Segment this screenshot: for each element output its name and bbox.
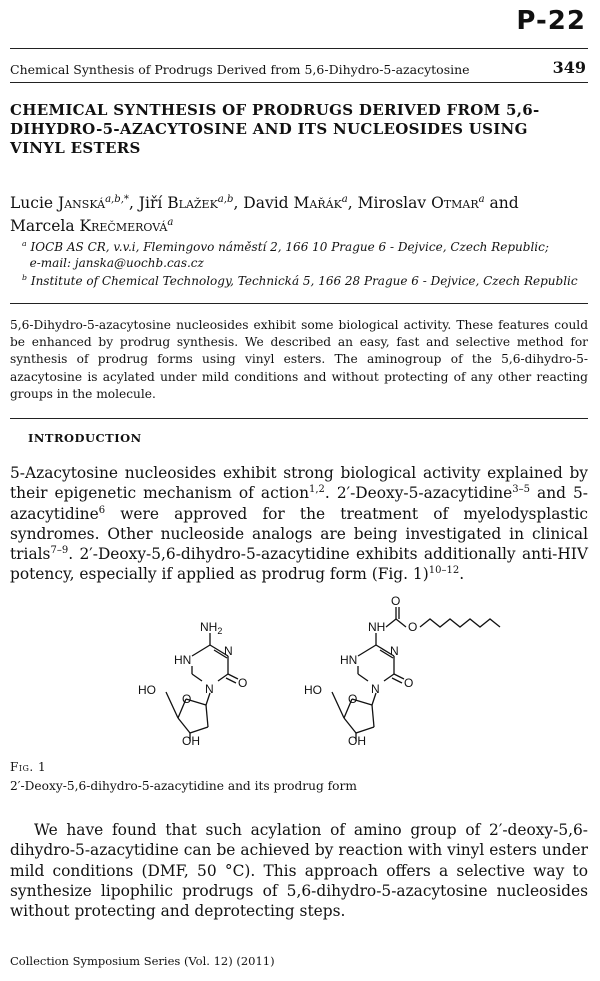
n1-label-2: N bbox=[371, 682, 380, 696]
ester-o-label: O bbox=[408, 620, 418, 634]
carbonyl-o-label: O bbox=[238, 676, 248, 690]
n1-label: N bbox=[205, 682, 214, 696]
author-4: Miroslav Otmar$^a$ bbox=[357, 193, 485, 212]
ring-n-label: N bbox=[224, 644, 233, 658]
nh-label: NH bbox=[368, 620, 386, 634]
carbonyl-o-label-2: O bbox=[404, 676, 414, 690]
page-number: 349 bbox=[552, 58, 586, 77]
author-list: Lucie Janská$^{a,b,*}$, Jiří Blažek$^{a,b}$, David Mařák$^a$, Miroslav Otmar$^a$ and Marcela Krečmerová$^a$ bbox=[10, 193, 519, 235]
molecule-1-labels bbox=[138, 620, 247, 748]
figure-1-structures bbox=[120, 595, 520, 750]
paper-title: CHEMICAL SYNTHESIS OF PRODRUGS DERIVED FROM 5,6-DIHYDRO-5-AZACYTOSINE AND ITS NUCLEOSIDES USING VINYL ESTERS bbox=[10, 101, 540, 157]
figure-label: Fig. 1 bbox=[10, 760, 47, 774]
section-heading-introduction: INTRODUCTION bbox=[28, 431, 142, 445]
carbamate-o-label: O bbox=[391, 595, 401, 608]
ho-label-2: HO bbox=[304, 683, 322, 697]
author-3: David Mařák$^a$ bbox=[243, 193, 348, 212]
figure-caption: 2′-Deoxy-5,6-dihydro-5-azacytidine and its prodrug form bbox=[10, 779, 357, 793]
amino-label: $NH_2$ bbox=[200, 620, 223, 636]
oh-label: OH bbox=[182, 734, 200, 748]
paper-id: P-22 bbox=[516, 6, 586, 36]
affiliation-a: $^a$ IOCB AS CR, v.v.i, Flemingovo náměstí 2, 166 10 Prague 6 - Dejvice, Czech Republic; e-mail: janska@uochb.cas.cz bbox=[22, 239, 549, 270]
abstract: 5,6-Dihydro-5-azacytosine nucleosides exhibit some biological activity. These features could be enhanced by prodrug synthesis. We described an easy, fast and selective method for synthesis of prodrug forms using vinyl esters. The aminogroup of the 5,6-dihydro-5-azacytosine is acylated under mild conditions and without protecting of any other reacting groups in the molecule. bbox=[10, 318, 588, 401]
intro-paragraph: 5-Azacytosine nucleosides exhibit strong biological activity explained by their epigenetic mechanism of action$^{1,2}$. 2′-Deoxy-5-azacytidine$^{3-5}$ and 5-azacytidine$^6$ were approved for the treatment of myelodysplastic syndromes. Other nucleoside analogs are being investigated in clinical trials$^{7-9}$. 2′-Deoxy-5,6-dihydro-5-azacytidine exhibits additionally anti-HIV potency, especially if applied as prodrug form (Fig. 1)$^{10-12}$. bbox=[10, 464, 588, 584]
running-title: Chemical Synthesis of Prodrugs Derived from 5,6-Dihydro-5-azacytosine bbox=[10, 62, 470, 77]
author-5: Marcela Krečmerová$^a$ bbox=[10, 216, 174, 235]
body-paragraph-2: We have found that such acylation of amino group of 2′-deoxy-5,6-dihydro-5-azacytidine can be achieved by reaction with vinyl esters under mild conditions (DMF, 50 °C). This approach offers a selective way to synthesize lipophilic prodrugs of 5,6-dihydro-5-azacytosine nucleosides without protecting and deprotecting steps. bbox=[10, 821, 588, 921]
header-rule-top bbox=[10, 48, 588, 49]
author-2: Jiří Blažek$^{a,b}$ bbox=[138, 193, 234, 212]
ring-o-label: O bbox=[182, 692, 192, 706]
ring-n-label-2: N bbox=[390, 644, 399, 658]
author-1: Lucie Janská$^{a,b,*}$ bbox=[10, 193, 129, 212]
abstract-rule-top bbox=[10, 303, 588, 304]
ring-o-label-2: O bbox=[348, 692, 358, 706]
footer-series: Collection Symposium Series (Vol. 12) (2011) bbox=[10, 954, 275, 968]
molecule-2-labels bbox=[304, 595, 417, 748]
oh-label-2: OH bbox=[348, 734, 366, 748]
header-rule-bottom bbox=[10, 82, 588, 83]
affiliation-b: $^b$ Institute of Chemical Technology, Technická 5, 166 28 Prague 6 - Dejvice, Czech Republic bbox=[22, 273, 578, 288]
abstract-rule-bottom bbox=[10, 418, 588, 419]
ho-label: HO bbox=[138, 683, 156, 697]
hn-label-2: HN bbox=[340, 653, 358, 667]
hn-label: HN bbox=[174, 653, 192, 667]
author-email: e-mail: janska@uochb.cas.cz bbox=[29, 256, 204, 270]
